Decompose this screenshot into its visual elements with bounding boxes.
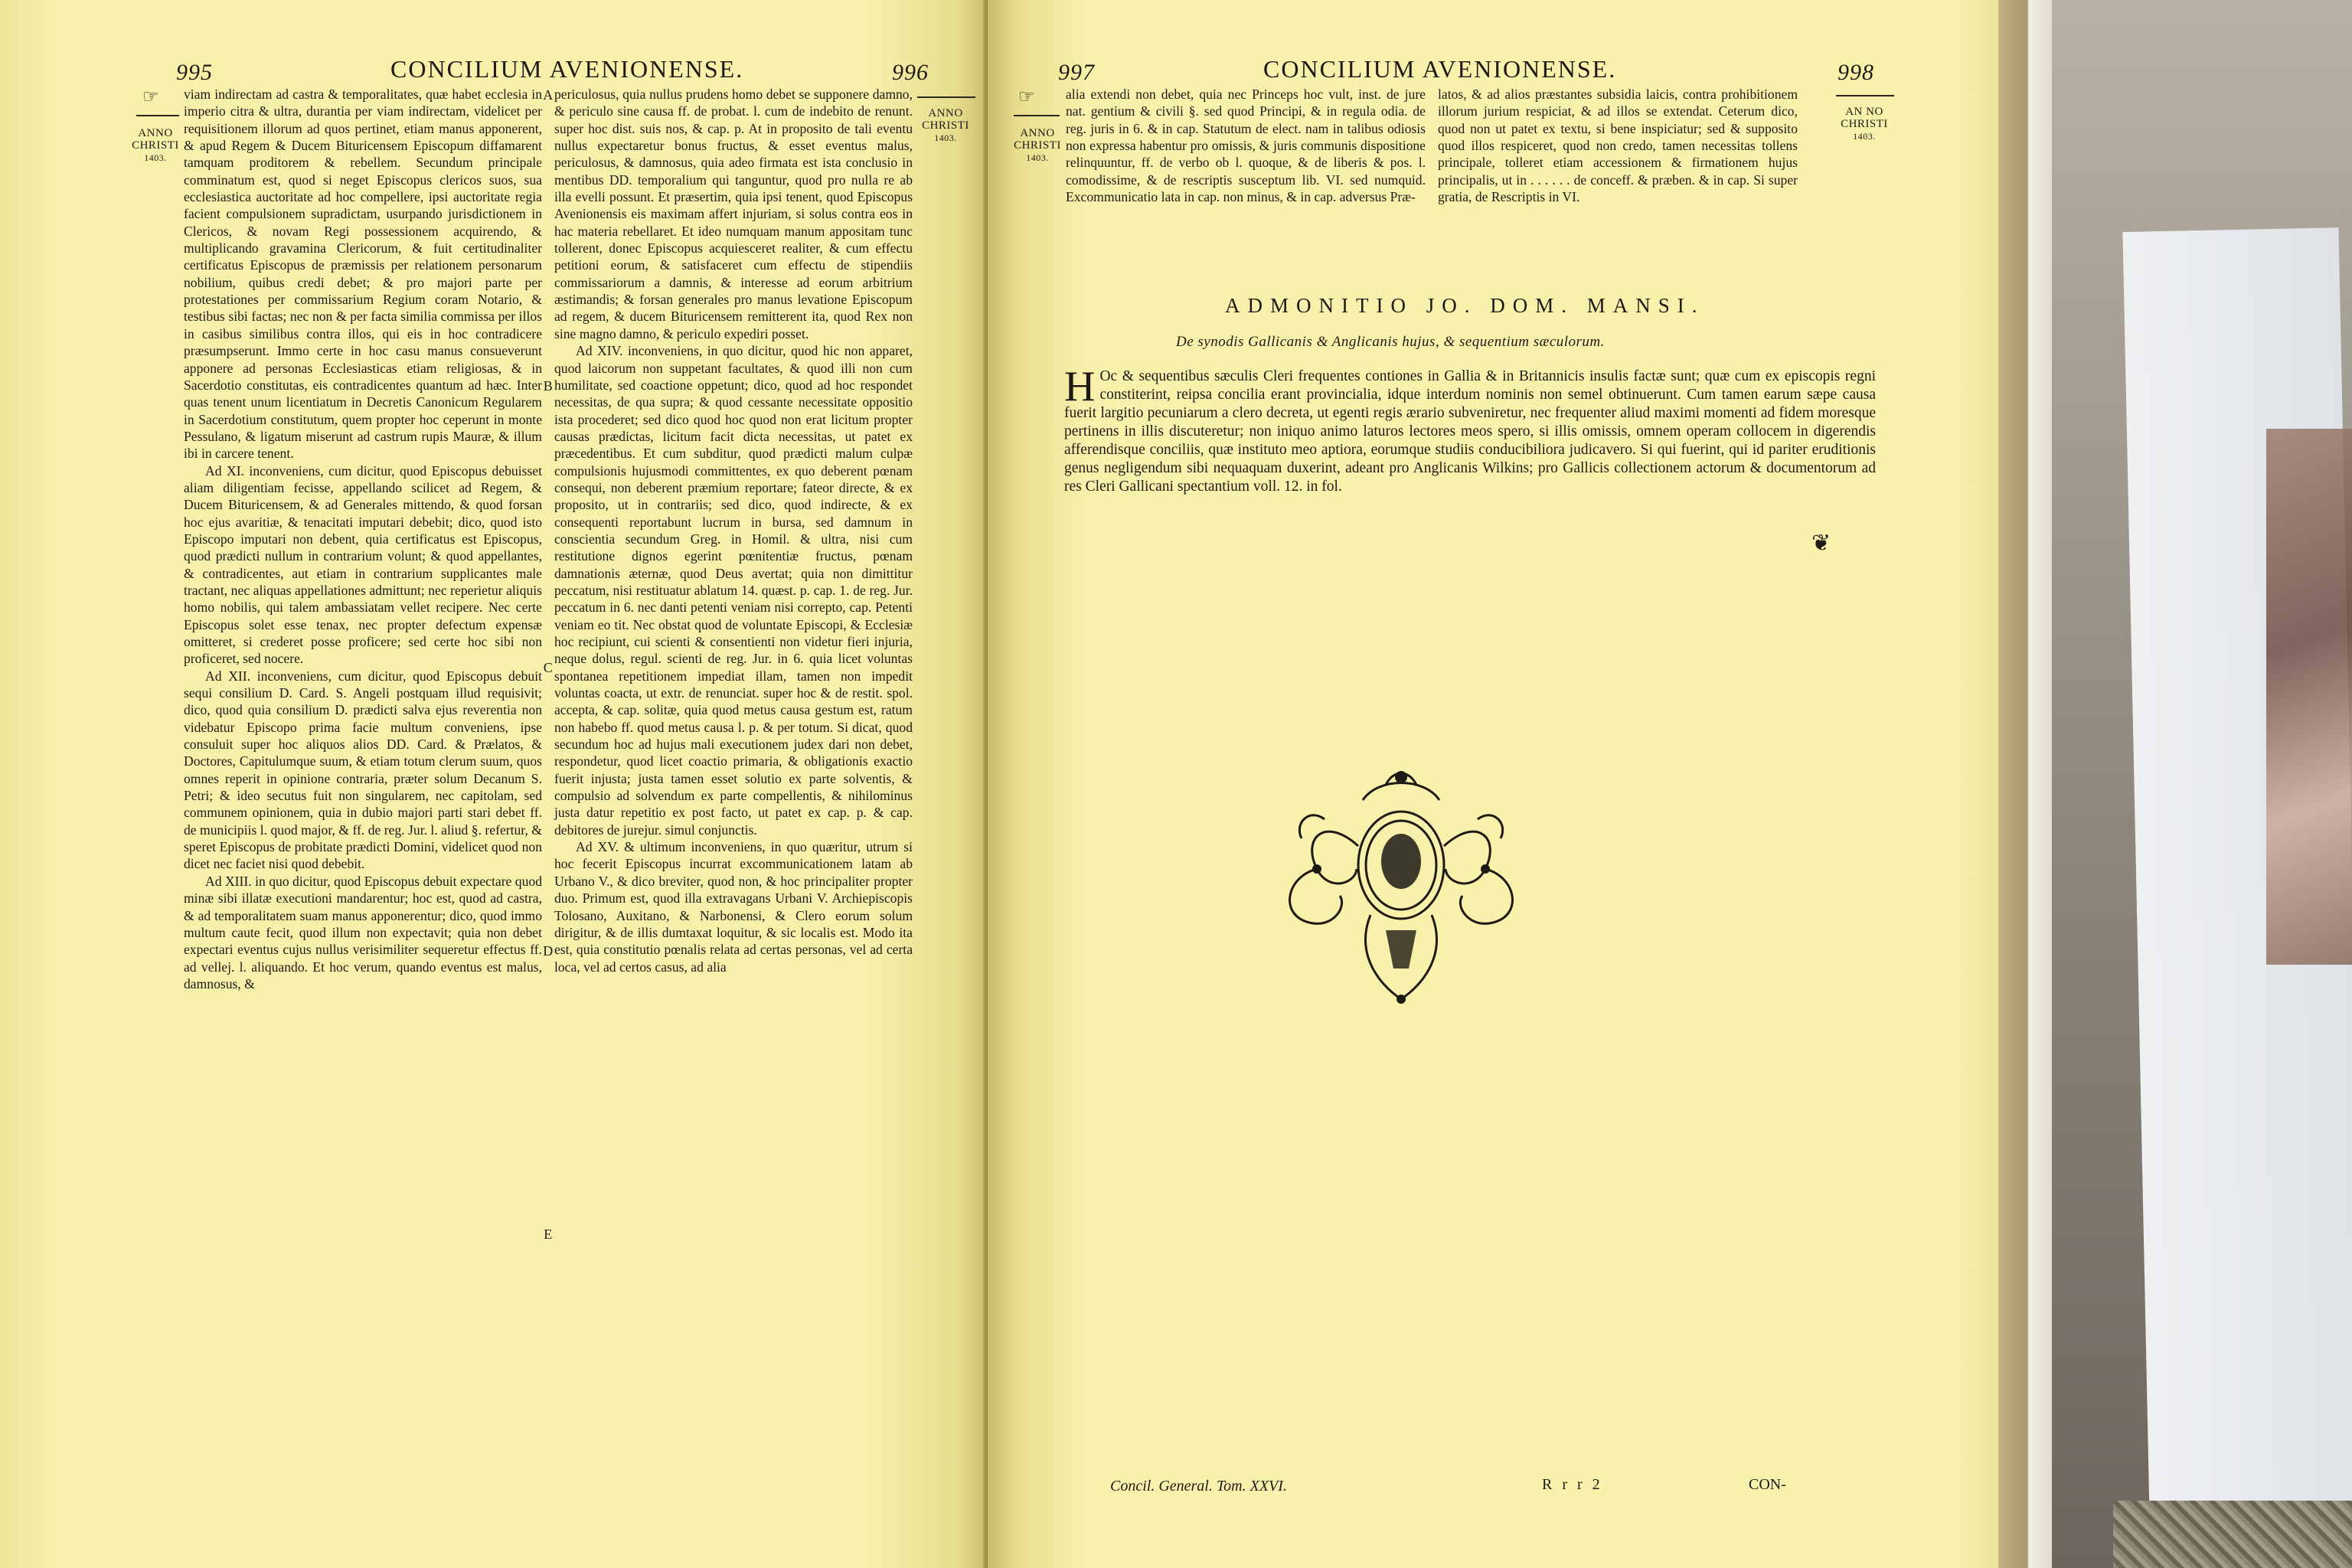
pointing-hand-icon: ☞ [1018, 87, 1035, 107]
paragraph: latos, & ad alios præstantes subsidia laicis, contra prohibitionem illorum jurium respiciat, & ad illos se extendat. Ceterum dico, quod non ut patet ex textu, si bene inspiciatur; sed & supposito quod illos respiceret, quod non credo, tamen necessitas tollens principale, tolleret etiam accessionem & firmationem hujus principalis, ut in . . . . . . de conceff. & præben. & in cap. Si super gratia, de Rescriptis in VI. [1438, 87, 1798, 205]
paragraph: viam indirectam ad castra & temporalitates, quæ habet ecclesia in imperio citra & ultra, durantia per viam indirectam, videlicet per requisitionem illorum ad quos pertinet, etiam manus apponerent, & apud Regem & Ducem Bituricensem Episcopum diffamarent tamquam proditorem & rebellem. Secundum principale comminatum est, quod si neget Episcopus clericos suos, sua ecclesiastica auctoritate ad hoc compellere, ipsi auctoritate regia facient compulsionem supradictam, usurpando jurisdictionem in Clericos, & novam Regi possessionem acquirendo, & multiplicando gravamina Clericorum, & fuit certitudinaliter certificatus Episcopus de præmissis per relationem personarum nobilium, quibus credi debet; & pro majori parte per protestationes per commissarium Regium coram Notario, & testibus sibi factas; nec non & per facta similia commissa per illos in casibus similibus contra illos, qui eis in hoc contradicere præsumpserunt. Immo certe in hoc casu manus consueverunt apponere ad personas Ecclesiasticas etiam religiosas, & in Sacerdotio constitutas, eis contradicentes quantum ad hæc. Inter quas tenent unum licentiatum in Decretis Canonicum Regularem in Sacerdotium constitutum, quem propter hoc ceperunt in monte Pessulano, & ligatum miserunt ad castrum rupis Mauræ, & illum ibi in carcere tenent. [184, 87, 542, 462]
margin-rule [136, 115, 179, 116]
margin-rule [917, 96, 975, 98]
admonition-title: ADMONITIO JO. DOM. MANSI. [1225, 294, 1705, 317]
footer-volume: Concil. General. Tom. XXVI. [1110, 1478, 1287, 1494]
text-column-2 [554, 86, 913, 1510]
left-page [0, 0, 988, 1568]
section-letter: D [543, 943, 554, 959]
pointing-hand-icon: ☞ [142, 87, 159, 107]
text-column-2 [1438, 86, 1798, 205]
signature-mark: R r r 2 [1542, 1476, 1603, 1493]
admonition-text: Oc & sequentibus sæculis Cleri frequentes contiones in Gallia & in Britannicis insulis factæ sunt; quæ cum ex episcopis regni constiterint, reipsa concilia erant provincialia, idque interdum nominis non semel obtinuerunt. Cum tamen earum sæpe causa fuerit largitio pecuniarum a clero decreta, ut egenti regis ærario subveniretur, nec frequenter aliud maximi momenti ad fidem moresque pertinens in illis discuteretur; non iniquo animo laturos lectores meos spero, si illis omissis, omnem operam collocem in digerendis afferendisque conciliis, quæ instituto meo aptiora, eorumque studiis conducibiliora judicavero. Si qui fuerint, qui id pariter eruditionis genus negligendum sibi nequaquam duxerint, adeant pro Anglicanis Wilkins; pro Gallicis collectionem actorum & documentorum ad res Cleri Gallicani spectantium voll. 12. in fol. [1064, 368, 1876, 495]
margin-note-year: AN NO CHRISTI 1403. [1841, 106, 1888, 142]
catchword: CON- [1749, 1476, 1786, 1493]
paragraph: Ad XV. & ultimum inconveniens, in quo quæritur, utrum si hoc fecerit Episcopus incurrat excommunicationem latam ab Urbano V., & dico breviter, quod non, & hoc principaliter propter duo. Primum est, quod illa extravagans Urbani V. Archiepiscopis Tolosano, Auxitano, & Narbonensi, & Clero eorum solum dirigitur, & de illis dumtaxat loquitur, & sic localis est. Modo ita est, quia constitutio pœnalis relata ad certas personas, vel ad certa loca, vel ad certos casus, ad alia [554, 839, 913, 975]
admonition-subtitle: De synodis Gallicanis & Anglicanis hujus, & sequentium sæculorum. [1176, 334, 1605, 350]
margin-note-year: ANNO CHRISTI 1403. [132, 127, 179, 163]
paragraph: periculosus, quia nullus prudens homo debet se supponere damno, & periculo sine causa ff. de probat. l. cum de indebito de renunt. super hoc dist. suis nos, & cap. p. At in proposito de tali eventu nullus expectaretur bonus fructus, & esset eventus malus, periculosus, & damnosus, quia adeo firmata est ista conclusio in mentibus DD. temporalium qui tanguntur, quod pro nulla re ab illa evelli possunt. Et præsertim, quia ipsi tenent, quod Episcopus Avenionensis eis maximam affert injuriam, si solus contra eos in hac materia rebellaret. Et ideo numquam manum appositam tunc tollerent, donec Episcopus acquiesceret realiter, & cum effectu petitioni eorum, & satisfaceret cum effectu de stipendiis commissariorum a damnis, & interesse ad eorum arbitrium æstimandis; & forsan generales pro manus levatione Episcopum ad regem, & ducem Bituricensem remitterent ita, quod Rex non sine magno damno, & periculo expediri posset. [554, 87, 913, 341]
margin-rule [1836, 95, 1894, 96]
section-letter: E [544, 1227, 553, 1242]
margin-note-year: ANNO CHRISTI 1403. [922, 107, 969, 143]
paragraph: Ad XIII. in quo dicitur, quod Episcopus debuit expectare quod minæ sibi illatæ executioni mandarentur; hoc est, quod ad castra, & ad temporalitatem suam manus apponerentur; dico, quod immo multum caute fecit, quod illum non expectavit; quia non debet expectari eventus cujus nullus verisimiliter sequeretur effectus ff. ad vellej. l. aliquando. Et hoc verum, quando eventus est malus, damnosus, & [184, 873, 542, 991]
running-title: CONCILIUM AVENIONENSE. [1263, 55, 1617, 83]
right-page [988, 0, 1998, 1568]
medallion-vignette [1271, 754, 1531, 1007]
paragraph: alia extendi non debet, quia nec Princeps hoc vult, inst. de jure nat. gentium & civili §. sed quod Principi, & in regula odia. de reg. juris in 6. & in cap. Statutum de elect. nam in talibus odiosis non expressa habentur pro omissis, & juris communis dispositione relinquuntur, ff. de verbo ob l. quoque, & de liberis & pos. l. comodissime, & de rescriptis susceptum lib. VI. sed numquid. Excommunicatio lata in cap. non minus, & in cap. adversus Præ- [1066, 87, 1426, 205]
admonition-body [1064, 363, 1876, 496]
book-cover-edge [1991, 0, 2052, 1568]
paragraph: Ad XI. inconveniens, cum dicitur, quod Episcopus debuisset aliam diligentiam fecisse, appellando scilicet ad Regem, & Ducem Bituricensem, & ad Generales mittendo, & quod forsan hoc ejus avaritiæ, & tenacitati imputari debebit; dico, quod isto Episcopo imputari non debent, quia certificatus est Episcopus, quod prædicti nullum in contrarium volunt; & quod appellantes, & contradicentes, aut etiam in contrarium supplicantes male tractant, nec aliquas appellationes admittunt; nec reperietur aliquis homo nobilis, qui talem ambassiatam vellet recipere. Nec certe Episcopus solet esse tenax, nec propter defectum expensæ omitteret, si crederet posse proficere; sed certe hoc sibi non proficeret, sed nocere. [184, 462, 542, 667]
page-number: 998 [1838, 60, 1874, 85]
page-number: 997 [1058, 60, 1095, 85]
text-column-1 [1066, 86, 1426, 205]
leaf-ornament-icon: ❦ [1811, 531, 1831, 556]
running-title: CONCILIUM AVENIONENSE. [390, 55, 744, 83]
photo-print [2266, 429, 2352, 965]
left-page-header [176, 55, 942, 86]
paragraph: Ad XIV. inconveniens, in quo dicitur, quod hic non apparet, quod laicorum non suppetant facultates, & quod illi non cum humilitate, sed coactione oppetunt; dico, quod ad hoc respondet necessitas, de qua supra; & quod cessante necessitate oppositio ista procederet; sed dico quod hoc quod non erat licitum propter causas prædictas, licitum facit dicta necessitas, ut patet ex præcedentibus. Et cum subditur, quod prædicti malum culpæ compulsionis hujusmodi committentes, ex quo deberent pœnam consequi, non deberent præmium reportare; fateor directe, & ex proposito, ut in contrariis; sed dico, quod indirecte, & ex consequenti reportabunt lucrum in bursa, sed damnum in conscientia secundum Greg. in Homil. & ultra, nisi cum restitutione dignos egerint pœnitentiæ fructus, pœnam damnationis æternæ, quod Deus avertat; quia non dimittitur peccatum, nisi restituatur ablatum 14. quæst. p. cap. 1. de reg. Jur. peccatum in 6. nec danti petenti veniam nisi correpto, cap. Petenti veniam eo tit. Nec obstat quod de voluntate Episcopi, & Ecclesiæ hoc recipiunt, cui scienti & consentienti non videtur fieri injuria, neque dolus, regul. scienti de reg. Jur. in 6. quia licet voluntas spontanea repetitionem impediat illam, tamen non impedit voluntas coacta, ut extr. de renunciat. super hoc & de restit. spol. accepta, & cap. solitæ, quia quod metus causa gestum est, ratum non habebo ff. quod metus causa l. p. & per totum. Si dicat, quod secundum hoc ad hujus mali executionem judex dari non debet, respondetur, quod licet coactio primaria, & obligationis exactio fuerit injusta; justa tamen esset solutio ex parte solventis, & compulsio ad solvendum ex parte compellentis, & nihilominus justa datur repetitio ex post facto, ut patet ex cap. p. & cap. debitores de jurejur. simul conjunctis. [554, 343, 913, 838]
margin-note-year: ANNO CHRISTI 1403. [1014, 127, 1061, 163]
page-number: 995 [176, 60, 213, 85]
section-letter: C [543, 660, 554, 675]
paragraph: Ad XII. inconveniens, cum dicitur, quod Episcopus debuit sequi consilium D. Card. S. Angeli postquam illud requisivit; dico, quod quia consilium D. prædicti salva ejus reverentia non videbatur Episcopo prima facie multum conveniens, ipse consuluit super hoc aliquos alios DD. Card. & Prælatos, & Doctores, Capitulumque suum, & etiam totum clerum suum, quos omnes reperit in opinione contraria, præter solum Decanum S. Petri; & ideo secutus fuit non singularem, nec capitolam, sed communem opinionem, quia in dubio majori parti stari debet ff. de municipiis l. quod major, & ff. de reg. Jur. l. aliud §. refertur, & speret Episcopus de probitate prædicti Domini, videlicet quod non dicet nec faciet nisi quod debebit. [184, 668, 542, 872]
margin-rule [1014, 115, 1060, 116]
section-letter: A [543, 87, 554, 103]
rug [2113, 1501, 2352, 1568]
page-number: 996 [892, 60, 929, 85]
text-column-1 [184, 86, 542, 1502]
section-letter: B [543, 378, 554, 394]
right-page-header [1058, 55, 1877, 86]
dropcap: H [1064, 363, 1096, 410]
